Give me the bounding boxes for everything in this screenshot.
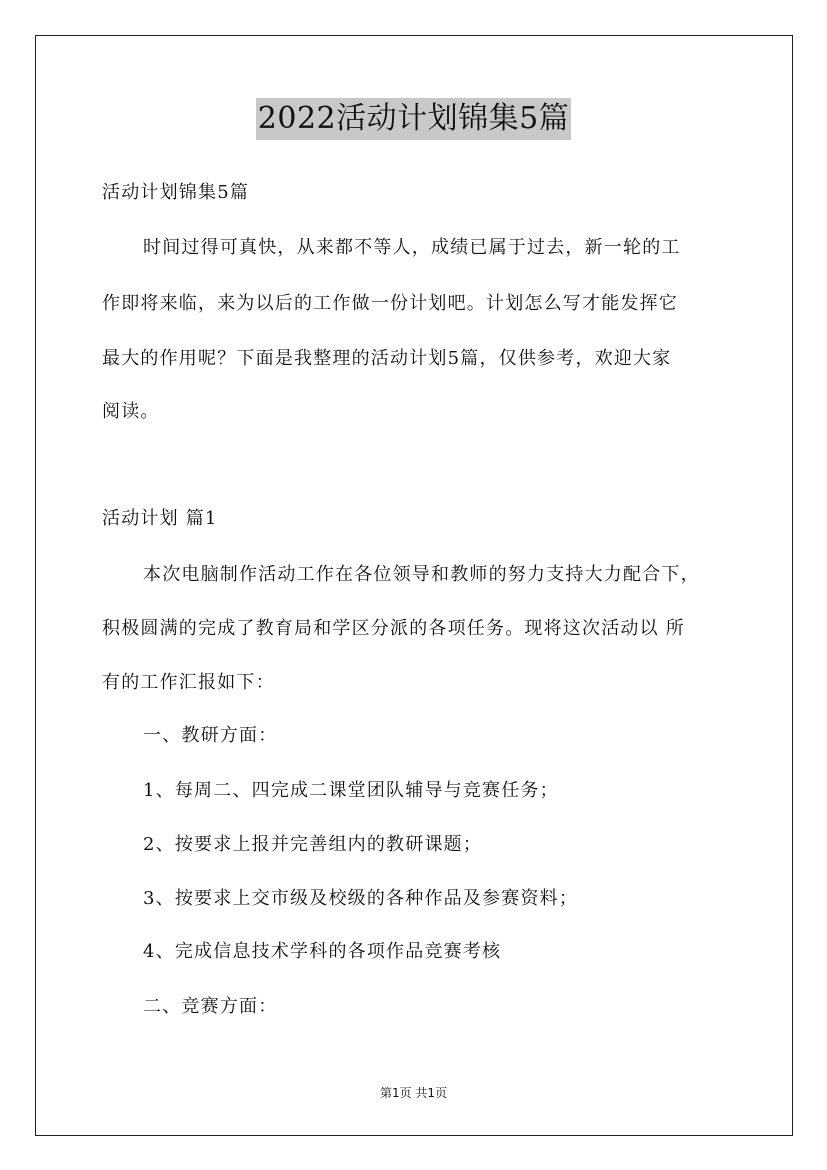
paragraph-line: 积极圆满的完成了教育局和学区分派的各项任务。现将这次活动以 所 — [102, 618, 685, 639]
paragraph-line: 作即将来临，来为以后的工作做一份计划吧。计划怎么写才能发挥它 — [102, 293, 678, 314]
list-item: 3、按要求上交市级及校级的各种作品及参赛资料； — [143, 888, 579, 909]
list-item: 二、竞赛方面： — [143, 996, 278, 1017]
paragraph-line: 有的工作汇报如下： — [102, 672, 275, 693]
title-container — [0, 98, 827, 140]
list-item: 2、按要求上报并完善组内的教研课题； — [143, 834, 483, 855]
document-title: 2022活动计划锦集5篇 — [256, 98, 571, 140]
list-item: 4、完成信息技术学科的各项作品竞赛考核 — [143, 941, 502, 962]
list-item: 一、教研方面： — [143, 725, 278, 746]
paragraph-line: 最大的作用呢？下面是我整理的活动计划5篇，仅供参考，欢迎大家 — [102, 348, 672, 369]
list-item: 1、每周二、四完成二课堂团队辅导与竞赛任务； — [143, 780, 559, 801]
paragraph-line: 本次电脑制作活动工作在各位领导和教师的努力支持大力配合下， — [143, 564, 700, 585]
page-footer: 第1页 共1页 — [379, 1086, 448, 1100]
paragraph-line: 时间过得可真快，从来都不等人，成绩已属于过去，新一轮的工 — [143, 237, 681, 258]
document-subtitle: 活动计划锦集5篇 — [102, 182, 250, 203]
paragraph-line: 阅读。 — [102, 401, 160, 422]
section-heading: 活动计划 篇1 — [102, 508, 218, 529]
